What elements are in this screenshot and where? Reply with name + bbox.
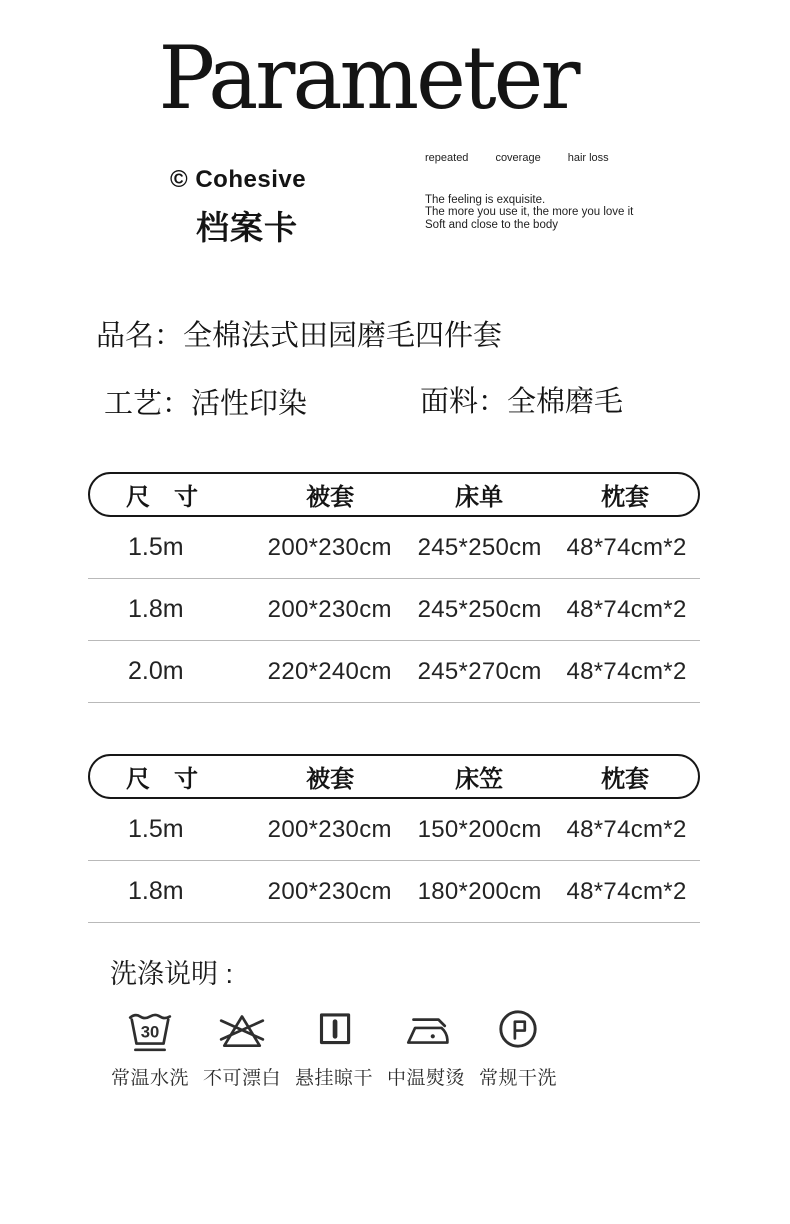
product-name-label: 品名：: [96, 320, 184, 352]
tagline-line: The feeling is exquisite.: [425, 194, 546, 206]
fabric-line: [420, 379, 623, 420]
sheet-cell: 245*250cm: [417, 533, 542, 561]
washing-icon-row: [108, 1004, 560, 1090]
duvet-cell: 200*230cm: [267, 877, 392, 905]
pillow-cell: 48*74cm*2: [566, 877, 687, 905]
keyword: hair loss: [567, 152, 609, 164]
column-header-fitted-sheet: 床笠: [455, 766, 504, 793]
table-row: [88, 579, 700, 641]
care-item: [108, 1004, 192, 1090]
column-header-duvet-cover: 被套: [306, 766, 355, 793]
duvet-cell: 200*230cm: [267, 533, 392, 561]
care-item: [384, 1004, 468, 1090]
care-item: [476, 1004, 560, 1090]
column-header-pillowcase: 枕套: [601, 766, 650, 793]
pillow-cell: 48*74cm*2: [566, 815, 687, 843]
keyword-row: [425, 152, 655, 164]
care-label: 不可漂白: [202, 1068, 281, 1089]
care-label: 悬挂晾干: [294, 1068, 373, 1089]
pillow-cell: 48*74cm*2: [566, 657, 687, 685]
card-label: 档案卡: [196, 209, 298, 246]
brand-name: © Cohesive: [170, 166, 307, 193]
size-table-fitted: [88, 754, 700, 923]
size-cell: 1.8m: [128, 595, 184, 623]
fabric-label: 面料：: [420, 386, 508, 418]
care-label: 常规干洗: [478, 1068, 557, 1089]
iron-medium-icon: [401, 1004, 451, 1054]
size-cell: 1.5m: [128, 815, 184, 843]
tagline-block: [425, 152, 655, 231]
craft-label: 工艺：: [104, 388, 192, 420]
table-header-row: [88, 754, 700, 799]
wash-30-icon: [125, 1004, 175, 1054]
svg-text:30: 30: [140, 1022, 160, 1042]
care-label: 中温熨烫: [386, 1068, 465, 1089]
table-row: [88, 517, 700, 579]
craft-line: [104, 381, 307, 422]
duvet-cell: 200*230cm: [267, 595, 392, 623]
sheet-cell: 245*270cm: [417, 657, 542, 685]
size-cell: 1.8m: [128, 877, 184, 905]
hang-dry-icon: [309, 1004, 359, 1054]
keyword: coverage: [495, 152, 541, 164]
duvet-cell: 200*230cm: [267, 815, 392, 843]
table-row: [88, 641, 700, 703]
column-header-flat-sheet: 床单: [455, 484, 504, 511]
table-row: [88, 861, 700, 923]
table-body: [88, 517, 700, 703]
column-header-size: 尺 寸: [126, 484, 198, 511]
pillow-cell: 48*74cm*2: [566, 533, 687, 561]
table-row: [88, 799, 700, 861]
keyword: repeated: [425, 152, 469, 164]
washing-title: 洗涤说明 :: [110, 959, 234, 989]
duvet-cell: 220*240cm: [267, 657, 392, 685]
product-name-value: 全棉法式田园磨毛四件套: [183, 320, 503, 352]
size-table-sheet: [88, 472, 700, 703]
size-cell: 1.5m: [128, 533, 184, 561]
tagline-line: The more you use it, the more you love it: [425, 206, 634, 219]
craft-value: 活性印染: [191, 388, 308, 420]
table-body: [88, 799, 700, 923]
product-name-line: [96, 313, 502, 354]
fabric-value: 全棉磨毛: [507, 386, 624, 418]
brand-block: [170, 166, 306, 249]
fitted-cell: 150*200cm: [417, 815, 542, 843]
no-bleach-icon: [217, 1004, 267, 1054]
page-title: Parameter: [158, 26, 578, 129]
pillow-cell: 48*74cm*2: [566, 595, 687, 623]
care-label: 常温水洗: [110, 1068, 189, 1089]
size-cell: 2.0m: [128, 657, 184, 685]
column-header-pillowcase: 枕套: [601, 484, 650, 511]
table-header-row: [88, 472, 700, 517]
dry-clean-icon: [493, 1004, 543, 1054]
column-header-size: 尺 寸: [126, 766, 198, 793]
care-item: [292, 1004, 376, 1090]
tagline-line: Soft and close to the body: [425, 218, 558, 231]
tagline: [425, 194, 655, 231]
care-item: [200, 1004, 284, 1090]
fitted-cell: 180*200cm: [417, 877, 542, 905]
sheet-cell: 245*250cm: [417, 595, 542, 623]
column-header-duvet-cover: 被套: [306, 484, 355, 511]
